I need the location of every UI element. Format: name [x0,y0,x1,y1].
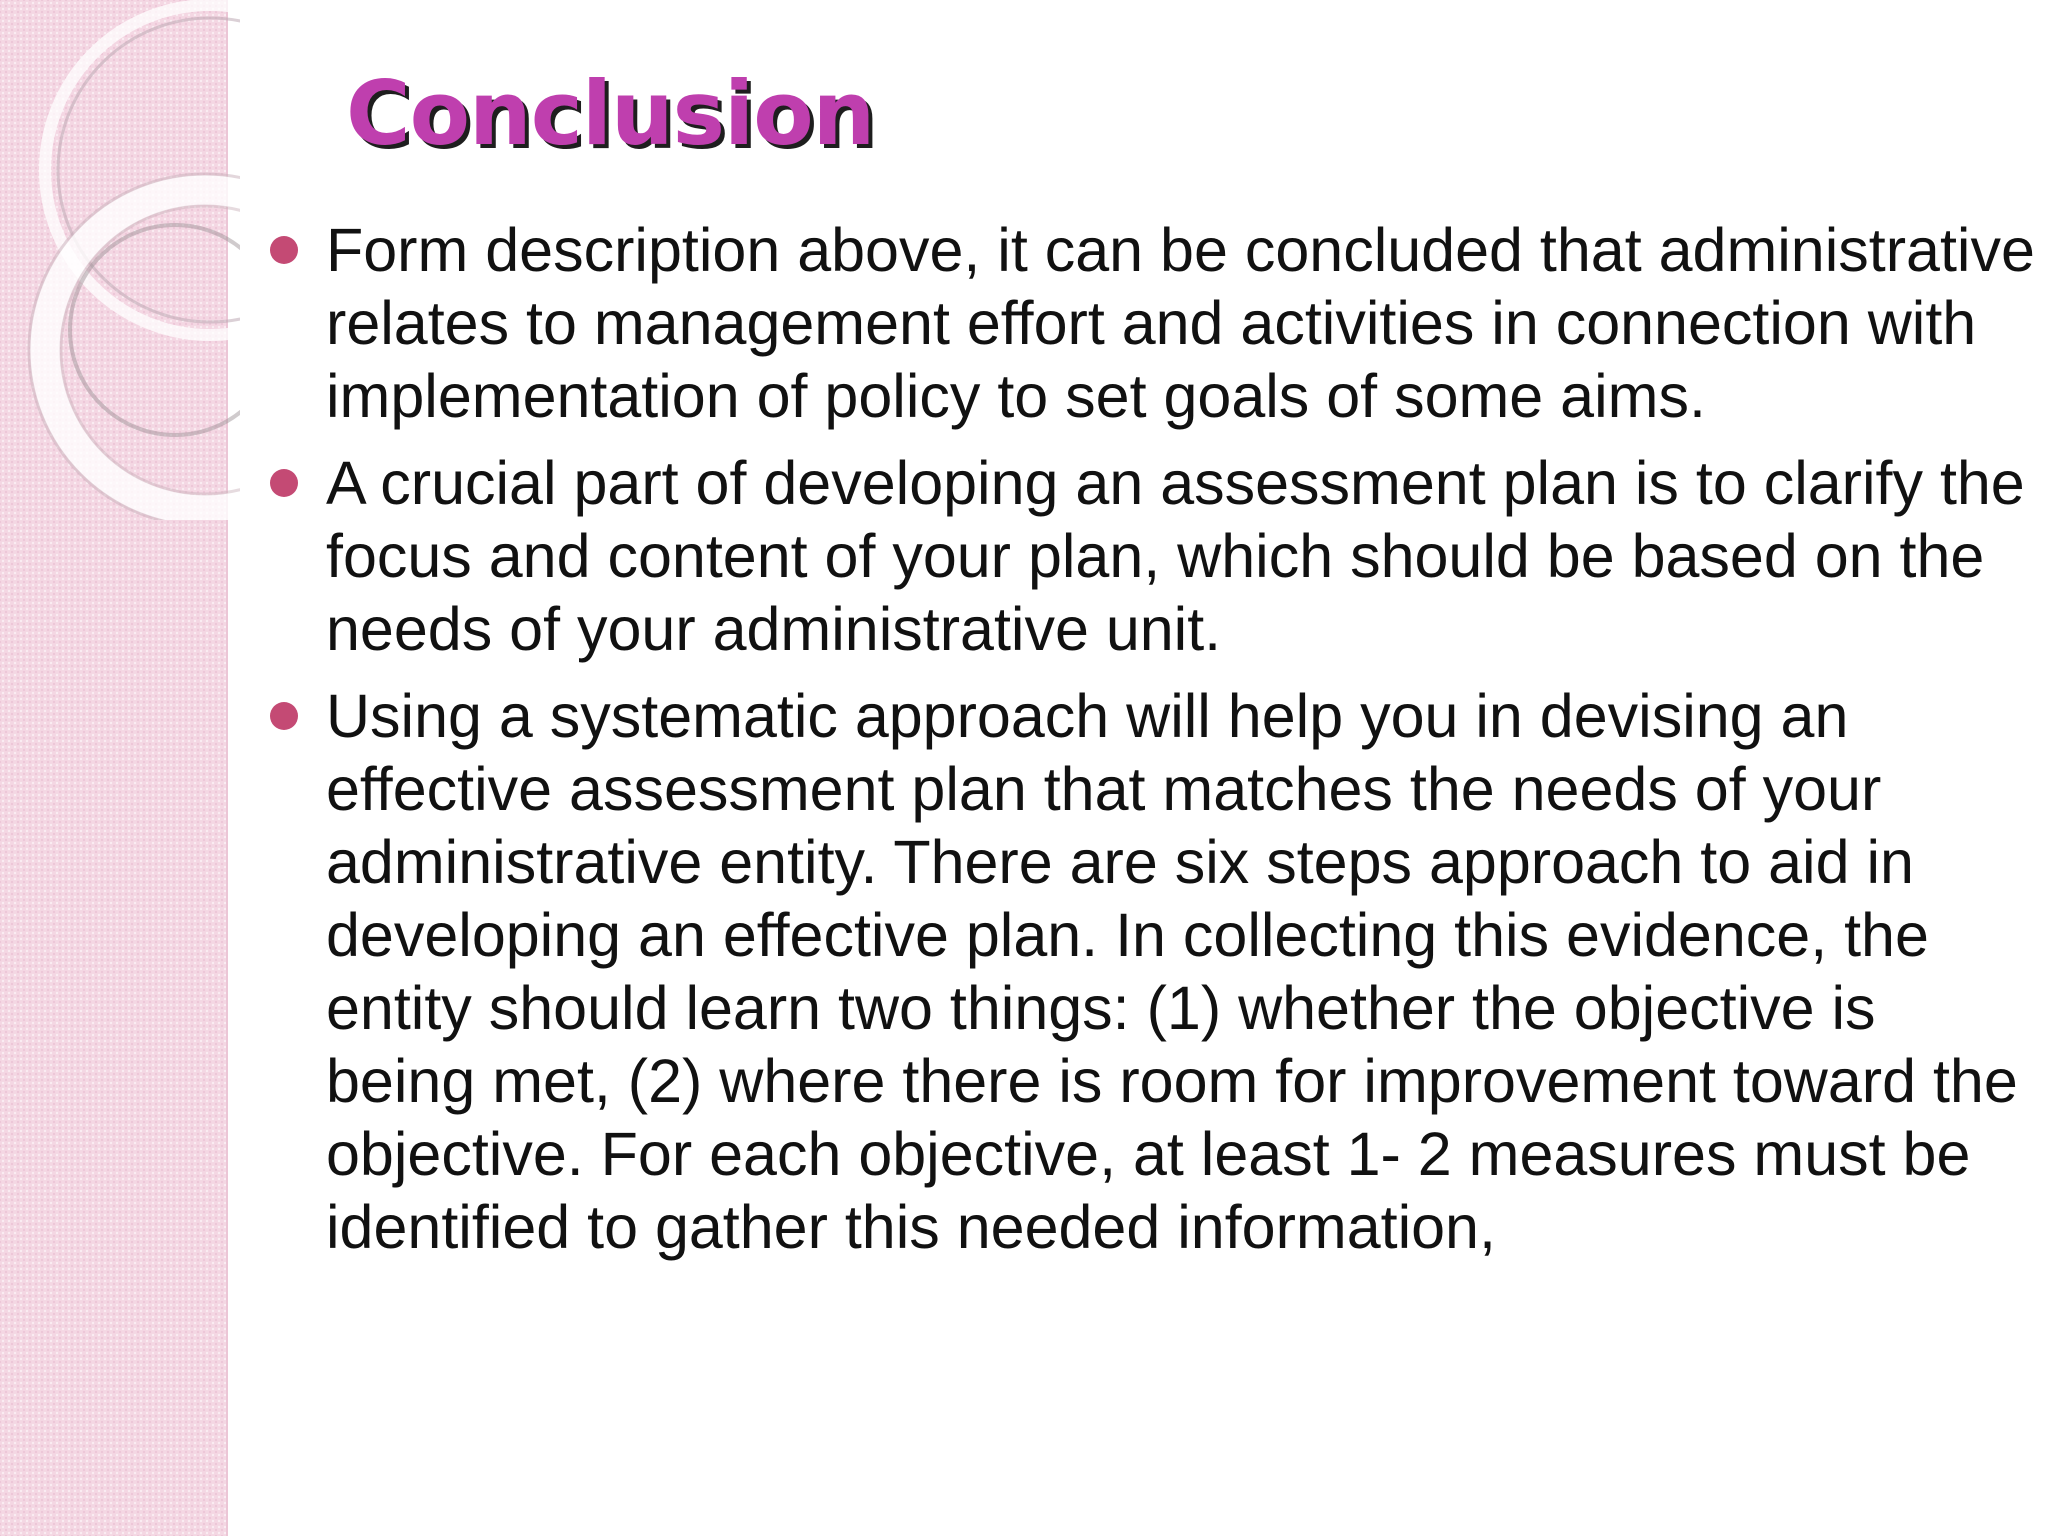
bullet-text: Form description above, it can be concluded that administrative relates to management effort and activities in connection with implementation of policy to set goals of some aims. [326,216,2035,430]
bullet-text: A crucial part of developing an assessment plan is to clarify the focus and content of your plan, which should be based on the needs of your administrative unit. [326,449,2025,663]
bullet-dot-icon [270,469,298,497]
decorative-rings-icon [0,0,240,520]
bullet-text: Using a systematic approach will help you in devising an effective assessment plan that matches the needs of your administrative entity. There are six steps approach to aid in developing an effective plan. In collecting this evidence, the entity should learn two things: (1) whether the objective is being met, (2) where there is room for improvement toward the objective. For each objective, at least 1- 2 measures must be identified to gather this needed information, [326,682,2018,1261]
bullet-dot-icon [270,236,298,264]
bullet-item [258,214,2038,433]
slide-title: Conclusion [346,62,875,165]
bullet-item [258,680,2038,1264]
bullet-dot-icon [270,702,298,730]
bullet-list [258,214,2038,1278]
bullet-item [258,447,2038,666]
